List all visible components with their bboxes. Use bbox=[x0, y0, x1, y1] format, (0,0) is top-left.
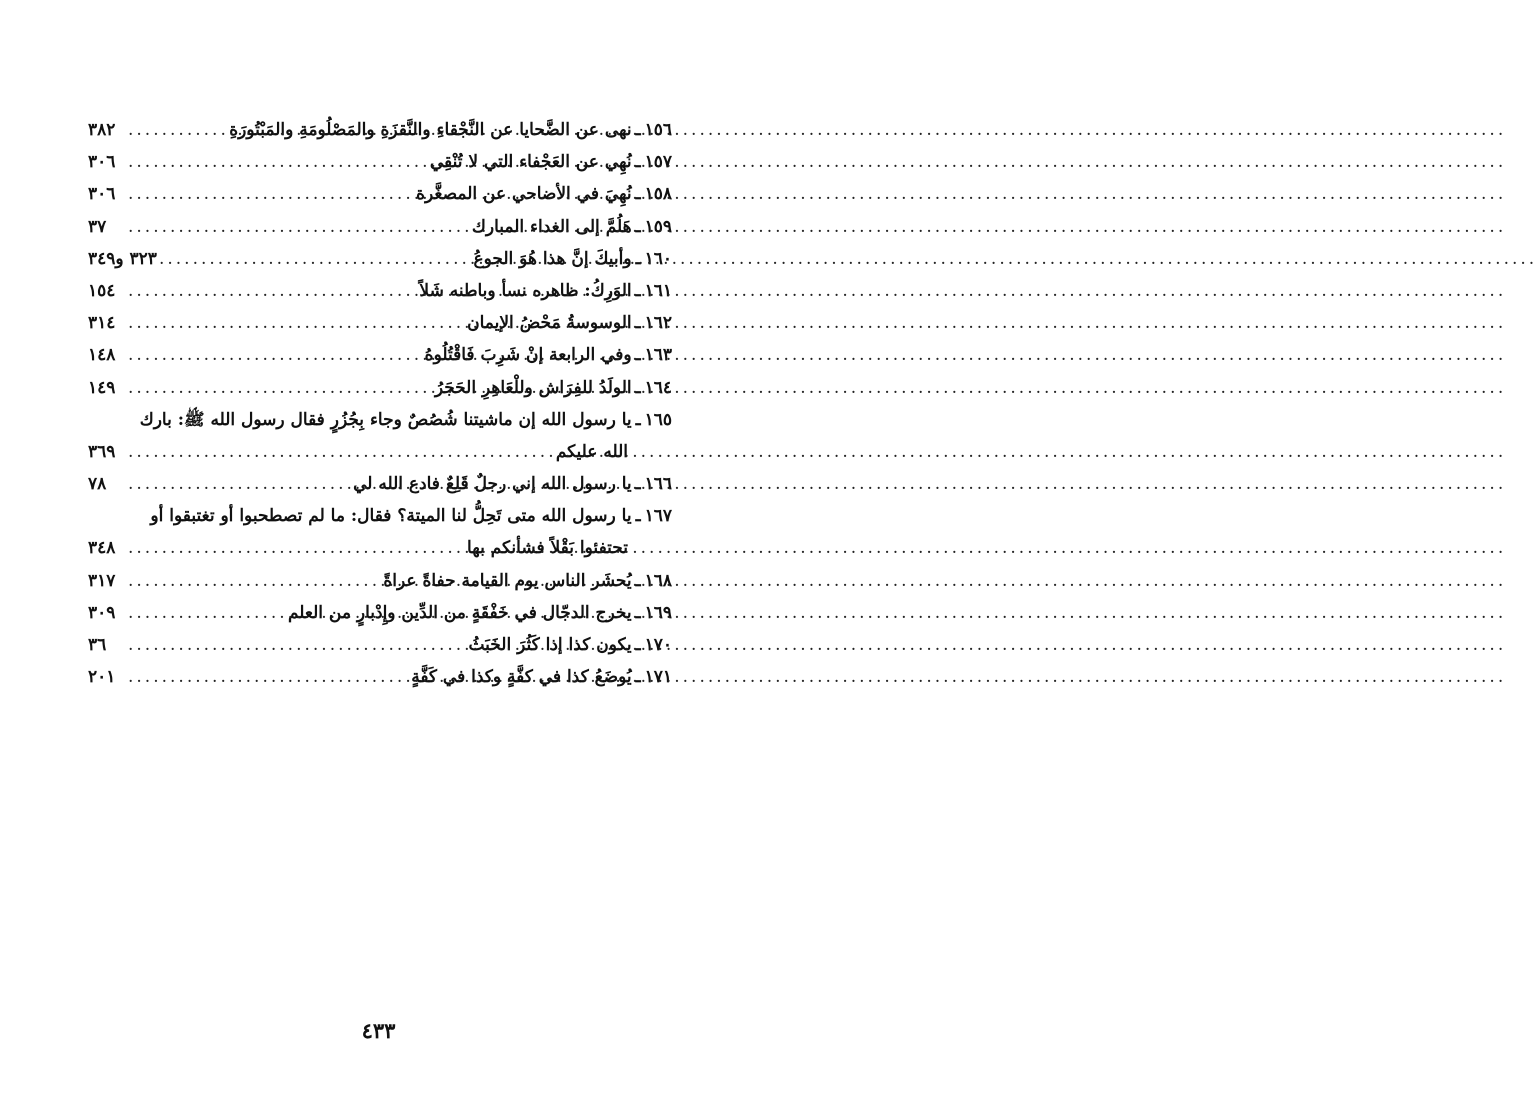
index-entry-161 bbox=[88, 275, 672, 307]
leader-dots bbox=[126, 178, 416, 210]
leader-dots bbox=[126, 436, 556, 468]
hadith-index-list bbox=[88, 114, 672, 693]
entry-page-ref: ٣٨٢ bbox=[88, 120, 116, 140]
entry-page-ref: ٣٠٩ bbox=[88, 602, 116, 623]
index-entry-170 bbox=[88, 629, 672, 661]
index-entry-158 bbox=[88, 178, 672, 210]
entry-title: يا رسول الله إن ماشيتنا شُصُصٌ وجاء بِجُزُرٍ فقال رسول الله ﷺ: بارك bbox=[139, 409, 632, 430]
entry-separator: ـ bbox=[635, 120, 641, 140]
entry-title: يكون كذا إذا كَثُرَ الخَبَثُ bbox=[468, 635, 632, 655]
entry-number: ١٦١ bbox=[644, 280, 672, 301]
entry-separator: ـ bbox=[635, 313, 641, 334]
leader-dots bbox=[126, 211, 472, 243]
entry-page-ref: ٣٦ bbox=[88, 635, 107, 655]
entry-separator: ـ bbox=[635, 377, 641, 398]
entry-title: نُهِيَ في الأضاحي عن المصغَّرة bbox=[416, 184, 632, 205]
entry-number: ١٥٨ bbox=[644, 184, 672, 205]
entry-separator: ـ bbox=[635, 345, 641, 366]
entry-separator: ـ bbox=[635, 667, 641, 688]
entry-number: ١٧١ bbox=[644, 667, 672, 688]
entry-page-ref: ١٥٤ bbox=[88, 280, 116, 301]
entry-separator: ـ bbox=[635, 570, 641, 591]
leader-dots bbox=[126, 114, 229, 146]
entry-number: ١٦٠ bbox=[644, 248, 672, 269]
index-entry-167-continued bbox=[88, 532, 672, 564]
leader-dots bbox=[126, 468, 353, 500]
entry-title-continued: الله عليكم bbox=[555, 441, 628, 462]
entry-page-ref: ٣٧ bbox=[88, 216, 107, 237]
leader-dots bbox=[126, 661, 411, 693]
entry-page-ref: ٣١٧ bbox=[88, 570, 116, 591]
entry-number: ١٥٦ bbox=[644, 120, 672, 140]
index-entry-162 bbox=[88, 307, 672, 339]
entry-title-continued: تحتفئوا بَقْلاً فشأنكم بها bbox=[467, 538, 628, 559]
index-entry-164 bbox=[88, 372, 672, 404]
entry-page-ref: ١٤٩ bbox=[88, 377, 116, 398]
page-number: ٤٣٣ bbox=[361, 1018, 396, 1043]
index-entry-171 bbox=[88, 661, 672, 693]
leader-dots bbox=[126, 565, 383, 597]
entry-title: هَلُمَّ إلى الغداء المبارك bbox=[471, 216, 632, 237]
entry-title: الوَرِكُ: ظاهره نسأ وباطنه شَلاً bbox=[419, 280, 632, 301]
entry-page-ref: ٣٠٦ bbox=[88, 152, 116, 173]
index-page bbox=[0, 0, 757, 1109]
entry-number: ١٦٢ bbox=[644, 313, 672, 334]
entry-page-ref: ١٤٨ bbox=[88, 345, 116, 366]
index-entry-156 bbox=[88, 114, 672, 146]
entry-number: ١٦٤ bbox=[644, 377, 672, 398]
entry-page-ref: ٣٢٣ و٣٤٩ bbox=[88, 248, 157, 269]
entry-title: يُحشَر الناس يوم القيامة حفاةً عراةً bbox=[383, 570, 632, 591]
entry-separator: ـ bbox=[635, 506, 641, 527]
index-entry-160 bbox=[88, 243, 672, 275]
entry-page-ref: ٧٨ bbox=[88, 474, 107, 495]
entry-separator: ـ bbox=[635, 474, 641, 495]
leader-dots bbox=[126, 275, 419, 307]
entry-separator: ـ bbox=[635, 280, 641, 301]
index-entry-157 bbox=[88, 146, 672, 178]
entry-page-ref: ٣٤٨ bbox=[88, 538, 116, 559]
entry-title: الوسوسةُ مَحْضُ الإيمان bbox=[467, 313, 632, 334]
leader-dots bbox=[126, 597, 288, 629]
entry-number: ١٧٠ bbox=[644, 635, 672, 655]
index-entry-169 bbox=[88, 597, 672, 629]
leader-dots bbox=[126, 629, 468, 661]
entry-title: نُهِي عن العَجْفاء التي لا تُنْقِي bbox=[429, 152, 632, 173]
entry-title: يخرج الدجّال في خَفْقَةٍ من الدِّين وإِدْبارٍ من العلم bbox=[287, 602, 632, 623]
entry-page-ref: ٣٦٩ bbox=[88, 441, 116, 462]
entry-number: ١٦٨ bbox=[644, 570, 672, 591]
entry-separator: ـ bbox=[635, 602, 641, 623]
index-entry-165-continued bbox=[88, 436, 672, 468]
index-entry-165 bbox=[88, 404, 672, 436]
entry-page-ref: ٣١٤ bbox=[88, 313, 116, 334]
leader-dots bbox=[126, 307, 467, 339]
index-entry-163 bbox=[88, 339, 672, 371]
entry-page-ref: ٣٠٦ bbox=[88, 184, 116, 205]
entry-number: ١٥٩ bbox=[644, 216, 672, 237]
entry-separator: ـ bbox=[635, 184, 641, 205]
entry-separator: ـ bbox=[635, 216, 641, 237]
entry-title: وفي الرابعة إنْ شَرِبَ فَاقْتُلُوهُ bbox=[424, 345, 632, 366]
index-entry-167 bbox=[88, 500, 672, 532]
entry-number: ١٦٥ bbox=[644, 409, 672, 430]
entry-title: يا رسول الله إني رجلٌ قَلِعٌ فادع الله لي bbox=[353, 474, 632, 495]
leader-dots bbox=[126, 339, 425, 371]
entry-separator: ـ bbox=[635, 635, 641, 655]
index-entry-166 bbox=[88, 468, 672, 500]
leader-dots bbox=[126, 146, 430, 178]
entry-title: يا رسول الله متى تَحِلُّ لنا الميتة؟ فقال: ما لم تصطحبوا أو تغتبقوا أو bbox=[150, 506, 632, 527]
entry-number: ١٥٧ bbox=[644, 152, 672, 173]
entry-page-ref: ٢٠١ bbox=[88, 667, 116, 688]
entry-number: ١٦٣ bbox=[644, 345, 672, 366]
entry-separator: ـ bbox=[635, 152, 641, 173]
entry-separator: ـ bbox=[635, 248, 641, 269]
entry-title: يُوضَعُ كذا في كفَّةٍ وكذا في كَفَّةٍ bbox=[411, 667, 632, 688]
index-entry-168 bbox=[88, 565, 672, 597]
index-entry-159 bbox=[88, 211, 672, 243]
leader-dots bbox=[157, 243, 473, 275]
entry-number: ١٦٩ bbox=[644, 602, 672, 623]
entry-title: وأبيكَ إنَّ هذا هُوَ الجوعُ bbox=[473, 248, 632, 269]
leader-dots bbox=[126, 532, 467, 564]
entry-number: ١٦٧ bbox=[644, 506, 672, 527]
entry-title: نهى عن الضَّحايا عن النَّجْقاءِ والنَّقزَةِ والمَصْلُومَةِ والمَبْتُورَةِ bbox=[229, 120, 632, 140]
entry-title: الولَدُ للفِرَاش وللْعَاهِرِ الحَجَرُ bbox=[434, 377, 632, 398]
leader-dots bbox=[126, 372, 435, 404]
entry-separator: ـ bbox=[635, 409, 641, 430]
entry-number: ١٦٦ bbox=[644, 474, 672, 495]
